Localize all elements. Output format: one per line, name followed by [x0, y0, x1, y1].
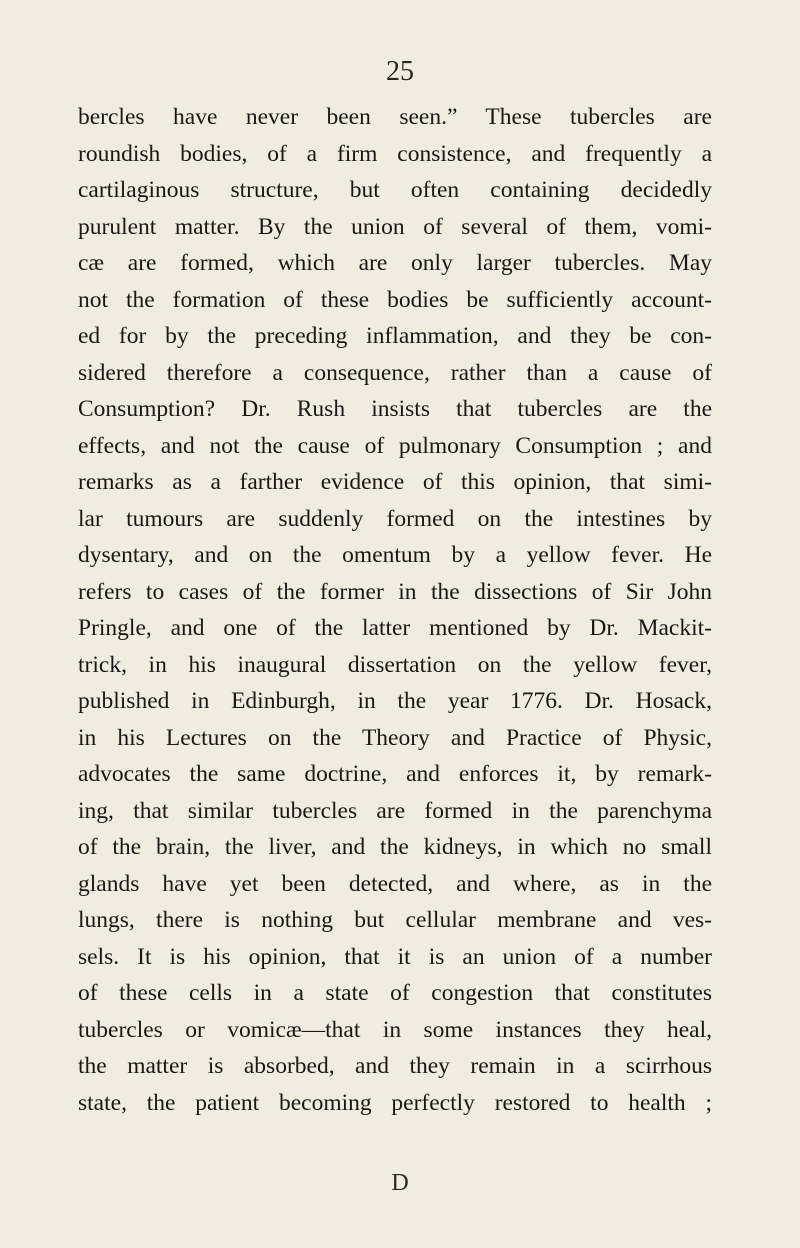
text-line: ed for by the preceding inflammation, and they be con- [78, 323, 712, 349]
page-number: 25 [386, 56, 414, 87]
text-line: not the formation of these bodies be sufficiently account- [78, 286, 712, 313]
text-line: effects, and not the cause of pulmonary Consumption ; and [78, 432, 712, 459]
text-line: of these cells in a state of congestion that constitutes [78, 980, 712, 1006]
text-line: Pringle, and one of the latter mentioned by Dr. Mackit- [78, 615, 712, 641]
text-line: Consumption? Dr. Rush insists that tubercles are the [78, 396, 712, 422]
text-line: remarks as a farther evidence of this opinion, that simi- [78, 469, 712, 495]
text-line: purulent matter. By the union of several of them, vomi- [78, 213, 712, 240]
text-line: dysentary, and on the omentum by a yellow fever. He [78, 542, 712, 568]
text-line: ing, that similar tubercles are formed in the parenchyma [78, 797, 712, 824]
text-line: roundish bodies, of a firm consistence, and frequently a [78, 140, 712, 167]
text-line: advocates the same doctrine, and enforces it, by remark- [78, 761, 712, 787]
body-text [78, 99, 712, 1121]
text-line: bercles have never been seen.” These tubercles are [78, 104, 712, 130]
text-line: sels. It is his opinion, that it is an union of a number [78, 943, 712, 970]
text-line: refers to cases of the former in the dissections of Sir John [78, 578, 712, 605]
text-line: cartilaginous structure, but often containing decidedly [78, 177, 712, 203]
text-line: cæ are formed, which are only larger tubercles. May [78, 250, 712, 276]
text-line: trick, in his inaugural dissertation on the yellow fever, [78, 651, 712, 678]
text-line: the matter is absorbed, and they remain in a scirrhous [78, 1053, 712, 1079]
text-line: of the brain, the liver, and the kidneys, in which no small [78, 834, 712, 860]
text-line: tubercles or vomicæ—that in some instances they heal, [78, 1016, 712, 1043]
text-line: in his Lectures on the Theory and Practice of Physic, [78, 724, 712, 751]
text-line: sidered therefore a consequence, rather than a cause of [78, 359, 712, 386]
text-line: lungs, there is nothing but cellular membrane and ves- [78, 907, 712, 933]
text-line: state, the patient becoming perfectly restored to health ; [78, 1089, 712, 1116]
text-line: published in Edinburgh, in the year 1776. Dr. Hosack, [78, 688, 712, 714]
signature-mark: D [391, 1170, 409, 1196]
text-line: glands have yet been detected, and where, as in the [78, 870, 712, 897]
text-line: lar tumours are suddenly formed on the intestines by [78, 505, 712, 532]
